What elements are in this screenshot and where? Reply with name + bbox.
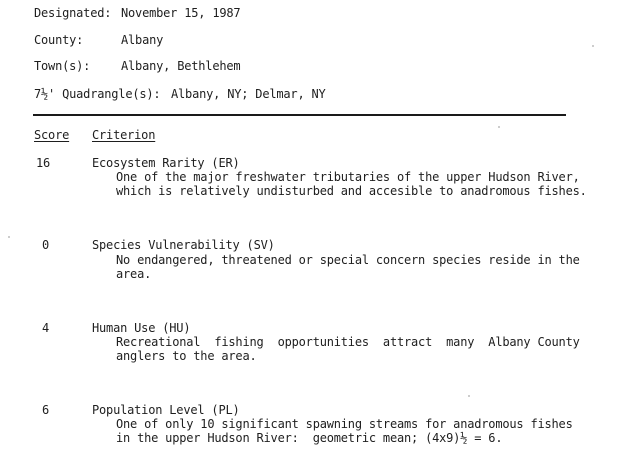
row-score: 16 bbox=[36, 156, 51, 170]
row-score: 0 bbox=[42, 238, 50, 252]
row-description-line: area. bbox=[116, 267, 152, 281]
row-description-line: Recreational fishing opportunities attract many Albany County bbox=[116, 335, 580, 349]
row-description-line: One of the major freshwater tributaries of the upper Hudson River, bbox=[116, 170, 580, 184]
scan-speck bbox=[468, 395, 470, 397]
row-description-line: anglers to the area. bbox=[116, 349, 257, 363]
quadrangle-label: 7½' Quadrangle(s): bbox=[34, 87, 161, 101]
horizontal-rule bbox=[33, 114, 566, 116]
county-label: County: bbox=[34, 33, 84, 47]
row-criterion-title: Population Level (PL) bbox=[92, 403, 240, 417]
row-description-line: No endangered, threatened or special concern species reside in the bbox=[116, 253, 580, 267]
quadrangle-value: Albany, NY; Delmar, NY bbox=[171, 87, 326, 101]
row-description-line: One of only 10 significant spawning streams for anadromous fishes bbox=[116, 417, 573, 431]
row-criterion-title: Species Vulnerability (SV) bbox=[92, 238, 275, 252]
scan-speck bbox=[592, 45, 594, 47]
score-header: Score bbox=[34, 128, 70, 142]
row-score: 6 bbox=[42, 403, 50, 417]
scan-speck bbox=[8, 236, 10, 238]
county-value: Albany bbox=[121, 33, 164, 47]
row-score: 4 bbox=[42, 321, 50, 335]
criterion-header: Criterion bbox=[92, 128, 156, 142]
scan-speck bbox=[498, 126, 500, 128]
towns-label: Town(s): bbox=[34, 59, 91, 73]
row-criterion-title: Human Use (HU) bbox=[92, 321, 191, 335]
row-description-line: in the upper Hudson River: geometric mean; (4x9)½ = 6. bbox=[116, 431, 503, 445]
designated-label: Designated: bbox=[34, 6, 112, 20]
row-description-line: which is relatively undisturbed and accesible to anadromous fishes. bbox=[116, 184, 587, 198]
row-criterion-title: Ecosystem Rarity (ER) bbox=[92, 156, 240, 170]
towns-value: Albany, Bethlehem bbox=[121, 59, 241, 73]
designated-value: November 15, 1987 bbox=[121, 6, 241, 20]
